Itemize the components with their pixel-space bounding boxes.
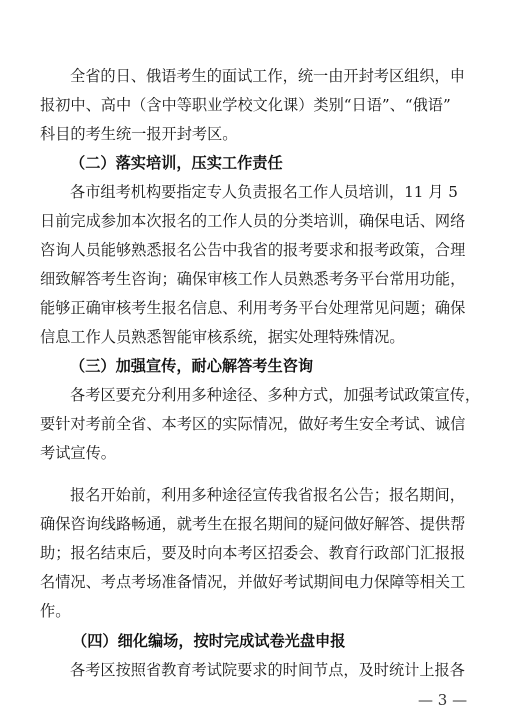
line-text: 科目的考生统一报开封考区。	[40, 125, 238, 143]
line-text: 要针对考前全省、本考区的实际情况，做好考生安全考试、诚信	[40, 415, 466, 433]
body-paragraph-line	[0, 599, 513, 623]
body-paragraph-line	[0, 122, 513, 146]
body-paragraph-line	[0, 541, 513, 565]
body-paragraph-line	[0, 412, 513, 436]
body-paragraph-line	[0, 93, 513, 117]
section-heading	[0, 354, 513, 378]
line-text: 报初中、高中（含中等职业学校文化课）类别“日语”、“俄语”	[40, 96, 451, 114]
body-paragraph-line	[0, 441, 513, 465]
body-paragraph-line	[0, 512, 513, 536]
body-paragraph-line	[0, 570, 513, 594]
section-heading-text: （四）细化编场，按时完成试卷光盘申报	[72, 632, 346, 650]
body-paragraph-line	[0, 238, 513, 262]
line-text: 报名开始前，利用多种途径宣传我省报名公告；报名期间，	[70, 486, 465, 504]
line-text: 各考区按照省教育考试院要求的时间节点，及时统计上报各	[70, 661, 465, 679]
line-text: 助；报名结束后，要及时向本考区招委会、教育行政部门汇报报	[40, 544, 466, 562]
line-text: 考试宣传。	[40, 444, 116, 462]
section-heading	[0, 151, 513, 175]
line-text: 作。	[40, 602, 71, 620]
body-paragraph-line	[0, 658, 513, 682]
section-heading-text: （三）加强宣传，耐心解答考生咨询	[70, 357, 313, 375]
line-text: 全省的日、俄语考生的面试工作，统一由开封考区组织，申	[70, 67, 465, 85]
line-text: 咨询人员能够熟悉报名公告中我省的报考要求和报考政策，合理	[40, 241, 466, 259]
line-text: 名情况、考点考场准备情况，并做好考试期间电力保障等相关工	[40, 573, 466, 591]
line-text: 能够正确审核考生报名信息、利用考务平台处理常见问题；确保	[40, 299, 466, 317]
line-text: 各考区要充分利用多种途径、多种方式，加强考试政策宣传，	[70, 386, 481, 404]
body-paragraph-line	[0, 209, 513, 233]
section-heading	[0, 629, 513, 653]
line-text: 日前完成参加本次报名的工作人员的分类培训，确保电话、网络	[40, 212, 466, 230]
line-text: 细致解答考生咨询；确保审核工作人员熟悉考务平台常用功能，	[40, 270, 466, 288]
body-paragraph-line	[0, 296, 513, 320]
line-text: 信息工作人员熟悉智能审核系统，据实处理特殊情况。	[40, 328, 405, 346]
body-paragraph-line	[0, 483, 513, 507]
body-paragraph-line	[0, 267, 513, 291]
body-paragraph-line	[0, 383, 513, 407]
line-text: 各市组考机构要指定专人负责报名工作人员培训，11 月 5	[70, 183, 458, 201]
body-paragraph-line	[0, 64, 513, 88]
page-number: — 3 —	[418, 691, 468, 709]
line-text: 确保咨询线路畅通，就考生在报名期间的疑问做好解答、提供帮	[40, 515, 466, 533]
section-heading-text: （二）落实培训，压实工作责任	[70, 154, 283, 172]
body-paragraph-line	[0, 180, 513, 204]
body-paragraph-line	[0, 325, 513, 349]
